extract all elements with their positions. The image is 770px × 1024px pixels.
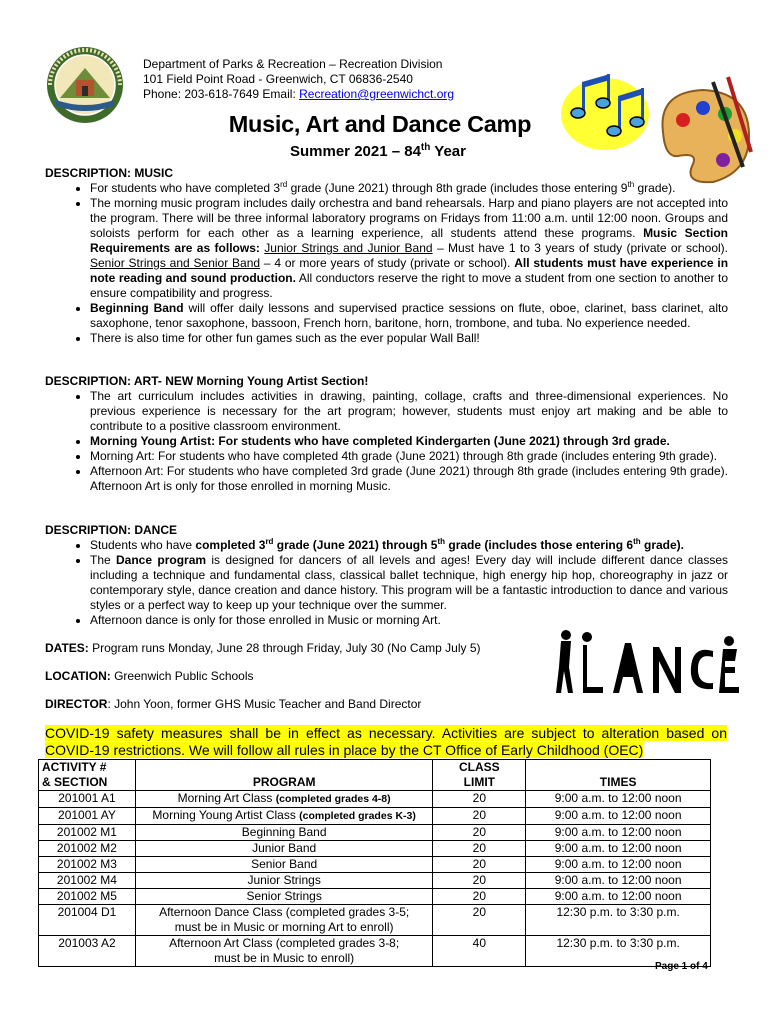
row-activity: 201002 M1 [39,825,136,841]
row-limit: 20 [433,905,526,936]
row-program: Morning Young Artist Class (completed grades K-3) [135,808,432,825]
table-row [39,808,711,825]
dance-section [45,523,728,628]
music-bullet-1: • For students who have completed 3rd grade (June 2021) through 8th grade (includes those entering 9th grade). [90,181,728,196]
row-program: Morning Art Class (completed grades 4-8) [135,791,432,808]
row-time: 9:00 a.m. to 12:00 noon [526,791,711,808]
art-section [45,374,728,494]
page-number: Page 1 of 4 [655,961,708,972]
col-class-limit: CLASS LIMIT [433,760,526,791]
subtitle-sup: th [420,142,431,153]
dance-bullet-2: • The Dance program is designed for dancers of all levels and ages! Every day will include different dance classes including a technique and fundamental class, classical ballet technique, high energy hip hop, choreography in jazz or contemporary style, dance creation and dance history. This program will be a fantastic introduction to dance and various styles or a perfect way to keep up your technique over the summer. [90,553,728,613]
row-program: Afternoon Art Class (completed grades 3-8; must be in Music to enroll) [135,936,432,967]
row-program: Senior Band [135,857,432,873]
row-limit: 20 [433,889,526,905]
row-limit: 20 [433,841,526,857]
row-time: 12:30 p.m. to 3:30 p.m. [526,905,711,936]
header-address [143,57,454,102]
row-limit: 40 [433,936,526,967]
row-time: 9:00 a.m. to 12:00 noon [526,808,711,825]
row-activity: 201002 M2 [39,841,136,857]
art-bullet-4: • Afternoon Art: For students who have completed 3rd grade (June 2021) through 8th grade (includes entering 9th grade). Afternoon Art is only for those enrolled in morning Music. [90,464,728,494]
table-row [39,841,711,857]
row-program: Senior Strings [135,889,432,905]
music-notes-icon [560,68,650,152]
row-program: Junior Strings [135,873,432,889]
col-times: TIMES [526,760,711,791]
table-row [39,791,711,808]
header-department: Department of Parks & Recreation – Recreation Division [143,57,443,71]
col-activity: ACTIVITY # & SECTION [39,760,136,791]
row-activity: 201004 D1 [39,905,136,936]
subtitle-year: Year [430,143,466,160]
row-limit: 20 [433,791,526,808]
row-time: 9:00 a.m. to 12:00 noon [526,889,711,905]
dance-heading: DESCRIPTION: DANCE [45,523,178,537]
table-row [39,825,711,841]
row-time: 9:00 a.m. to 12:00 noon [526,841,711,857]
row-time: 9:00 a.m. to 12:00 noon [526,857,711,873]
music-bullet-2: • The morning music program includes daily orchestra and band rehearsals. Harp and piano players are not accepted into the program. There will be three informal laboratory programs on Fridays from 11:00 a.m. until 12:00 noon. Groups and soloists perform for each other as a learning experience, all students attend these programs. Music Section Requirements are as follows: Junior Strings and Junior Band – Must have 1 to 3 years of study (private or school). Senior Strings and Senior Band – 4 or more years of study (private or school). All students must have experience in note reading and sound production. All conductors reserve the right to move a student from one section to another to ensure compatibility and progress. [90,196,728,301]
dance-bullet-3: • Afternoon dance is only for those enrolled in Music or morning Art. [90,613,728,628]
music-list [45,181,728,346]
row-program: Beginning Band [135,825,432,841]
covid-notice: COVID-19 safety measures shall be in effect as necessary. Activities are subject to alteration based on COVID-19 restrictions. We will follow all rules in place by the CT Office of Early Childhood (OEC) [45,725,727,758]
subtitle-text: Summer 2021 – 84 [290,143,421,160]
email-link[interactable]: Recreation@greenwichct.org [299,87,455,101]
row-activity: 201002 M4 [39,873,136,889]
col-program: PROGRAM [135,760,432,791]
row-activity: 201001 A1 [39,791,136,808]
row-time: 9:00 a.m. to 12:00 noon [526,873,711,889]
music-section [45,166,728,346]
art-list [45,389,728,494]
music-heading: DESCRIPTION: MUSIC [45,166,174,180]
music-bullet-3: • Beginning Band will offer daily lessons and supervised practice sessions on flute, oboe, clarinet, bass clarinet, alto saxophone, tenor saxophone, bassoon, French horn, baritone, horn, trombone, and tuba. No experience needed. [90,301,728,331]
location-line: LOCATION: Greenwich Public Schools [45,669,254,683]
dates-line: DATES: Program runs Monday, June 28 through Friday, July 30 (No Camp July 5) [45,641,481,655]
row-limit: 20 [433,808,526,825]
page-title: Music, Art and Dance Camp [228,111,532,137]
row-limit: 20 [433,873,526,889]
dance-list [45,538,728,628]
row-limit: 20 [433,857,526,873]
header-street: 101 Field Point Road - Greenwich, CT 06836-2540 [143,72,413,86]
dance-silhouette-art [553,627,739,697]
art-bullet-2: • Morning Young Artist: For students who have completed Kindergarten (June 2021) through 3rd grade. [90,434,728,449]
art-bullet-1: • The art curriculum includes activities in drawing, painting, collage, crafts and three-dimensional experiences. No previous experience is necessary for the art program; however, students must enjoy art making and be able to contribute to a positive classroom environment. [90,389,728,434]
table-header [39,760,711,791]
row-activity: 201002 M3 [39,857,136,873]
row-time: 9:00 a.m. to 12:00 noon [526,825,711,841]
row-time: 12:30 p.m. to 3:30 p.m. [526,936,711,967]
music-bullet-4: • There is also time for other fun games such as the ever popular Wall Ball! [90,331,728,346]
table-row [39,889,711,905]
row-program: Afternoon Dance Class (completed grades 3-5; must be in Music or morning Art to enroll) [135,905,432,936]
dance-bullet-1: • Students who have completed 3rd grade (June 2021) through 5th grade (includes those entering 6th grade). [90,538,728,553]
table-row [39,905,711,936]
table-row [39,873,711,889]
table-row [39,857,711,873]
row-program: Junior Band [135,841,432,857]
row-activity: 201001 AY [39,808,136,825]
table-row [39,936,711,967]
row-activity: 201003 A2 [39,936,136,967]
row-limit: 20 [433,825,526,841]
art-heading: DESCRIPTION: ART- NEW Morning Young Artist Section! [45,374,369,388]
row-activity: 201002 M5 [39,889,136,905]
header-contact [143,87,454,102]
director-line: DIRECTOR: John Yoon, former GHS Music Teacher and Band Director [45,697,422,711]
schedule-table [38,759,711,967]
art-bullet-3: • Morning Art: For students who have completed 4th grade (June 2021) through 8th grade (includes entering 9th grade). [90,449,728,464]
phone-text: Phone: 203-618-7649 Email: [143,87,300,101]
